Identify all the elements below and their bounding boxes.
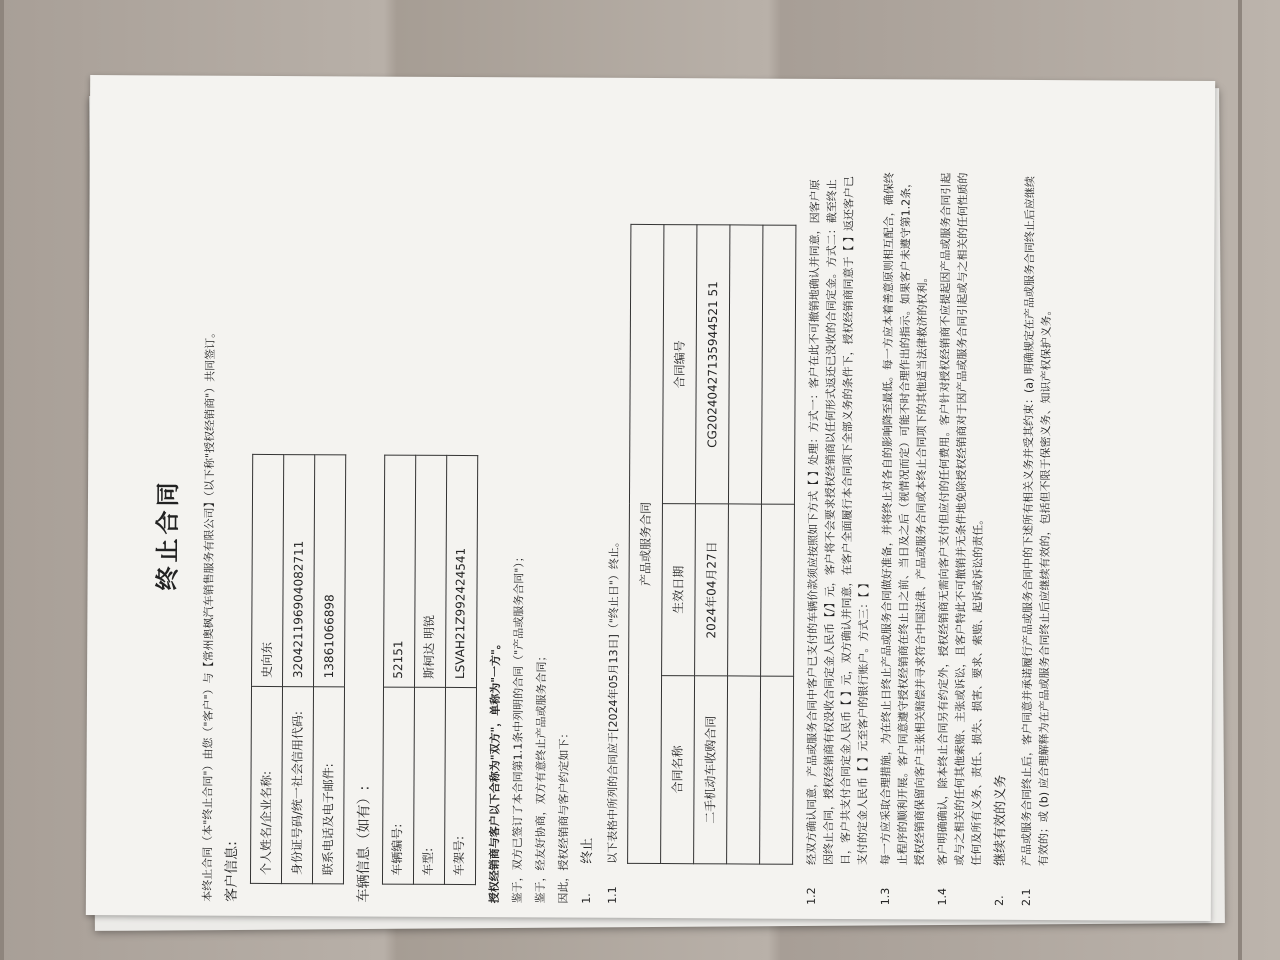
table-row bbox=[760, 225, 796, 864]
vehicle-number-label: 车辆编号: bbox=[382, 687, 414, 884]
clause-number: 1.2 bbox=[804, 887, 818, 905]
vin-label: 车架号: bbox=[444, 687, 476, 884]
vehicle-section-title: 车辆信息（如有）: bbox=[355, 785, 373, 903]
clause-1-3 bbox=[877, 171, 932, 905]
customer-info-table bbox=[250, 454, 346, 884]
section-number: 1. bbox=[579, 893, 593, 904]
section-title: 继续有效的义务 bbox=[993, 774, 1010, 866]
clause-number: 1.3 bbox=[879, 887, 893, 906]
vehicle-info-table bbox=[382, 455, 478, 885]
section-2-heading bbox=[991, 172, 1015, 906]
table-row bbox=[727, 225, 763, 864]
document-title: 终止合同 bbox=[153, 478, 183, 591]
customer-name-label: 个人姓名/企业名称: bbox=[250, 686, 282, 883]
therefore-text: 因此，授权经销商与客户约定如下： bbox=[556, 727, 571, 904]
table-header-row bbox=[661, 225, 697, 864]
intro-text: 本终止合同（本"终止合同"）由您（"客户"）与【常州奥枫汽车销售服务有限公司】（以下称"授权经销商"）共同签订。 bbox=[201, 326, 218, 902]
clause-text: 客户明确确认，除本终止合同另有约定外，授权经销商无需向客户支付但应付的任何费用。客户针对授权经销商不应提起因产品或服务合同引起或与之相关的任何其他索赔、主张或诉讼，且客户特此不可撤销并无条件地免除授权经销商对于因产品或服务合同引起或与之相关的任何性质的任何及所有义务、责任、损失、损害、要求、索赔、起诉或诉讼的责任。 bbox=[936, 172, 986, 866]
table-row bbox=[250, 454, 283, 883]
section-number: 2. bbox=[993, 895, 1007, 906]
customer-name-value: 史向东 bbox=[251, 454, 283, 686]
floor-tile-seam bbox=[1238, 0, 1242, 960]
table-row bbox=[694, 225, 730, 864]
whereas-1: 鉴于，双方已签订了本合同第1.1条中列明的合同（"产品或服务合同"）； bbox=[510, 551, 526, 904]
clause-1-4 bbox=[934, 172, 989, 906]
vehicle-model-value: 斯柯达 明锐 bbox=[414, 455, 446, 687]
clause-1-1 bbox=[604, 170, 625, 904]
table-row bbox=[382, 455, 415, 884]
document-paper bbox=[86, 75, 1215, 921]
clause-text: 产品或服务合同终止后，客户同意并承诺履行产品或服务合同中的下述所有相关义务并受其约束：(a) 明确规定在产品或服务合同终止后应继续有效的；或 (b) 应合理解释为在产品或服务合同终止后应继续有效的，包括但不限于保密义务、知识产权保护义务。 bbox=[1019, 176, 1053, 867]
product-contract-table bbox=[627, 224, 796, 865]
customer-id-value: 320421196904082711 bbox=[282, 455, 314, 687]
floor-tile-seam bbox=[0, 0, 4, 960]
document-content bbox=[108, 125, 1192, 951]
clause-number: 1.1 bbox=[605, 886, 619, 904]
header-contract-name: 合同名称 bbox=[661, 675, 695, 863]
contract-number-cell: CG20240427135944521 51 bbox=[695, 225, 729, 505]
header-effective-date: 生效日期 bbox=[662, 504, 696, 675]
header-contract-number: 合同编号 bbox=[662, 225, 696, 505]
section-title: 终止 bbox=[579, 837, 596, 864]
clause-text: 每一方应采取合理措施，为在终止日终止产品或服务合同做好准备，并将终止对各自的影响降至最低。每一方应本着善意原则相互配合，确保终止程序的顺利开展。客户同意遵守授权经销商在终止日之前、当日及之后（视情况而定）可能不时合理作出的指示。如果客户未遵守第1.2条，授权经销商保留向客户主张相关赔偿并寻求符合中国法律、产品或服务合同或本终止合同项下的其他适当法律救济的权利。 bbox=[879, 172, 930, 866]
vin-value: LSVAH21Z992424541 bbox=[445, 455, 477, 687]
clause-number: 1.4 bbox=[936, 888, 950, 906]
table-row bbox=[444, 455, 477, 884]
clause-text: 以下表格中所列的合同应于[2024年05月13日]（"终止日"）终止。 bbox=[606, 536, 621, 864]
contract-name-cell: 二手机动车收购合同 bbox=[694, 675, 728, 863]
section-1-heading bbox=[578, 170, 602, 904]
table-row bbox=[413, 455, 446, 884]
clause-text: 经双方确认同意，产品或服务合同中客户已支付的车辆价款须应按照如下方式【 】处理：方式一：客户在此不可撤销地确认并同意，因客户原因终止合同，授权经销商有权没收合同定金人民币【/】元，客户将不会要求授权经销商以任何形式返还已没收的合同定金。方式二：截至终止日，客户共支付合同定金人民币【 】元，双方确认并同意，在客户全面履行本合同项下全部义务的条件下，授权经销商同意于【 】返还客户已支付的定金人民币【 】元至客户的银行账户。方式三：【 】 bbox=[805, 176, 871, 866]
clause-2-1 bbox=[1017, 172, 1055, 906]
product-table-caption: 产品或服务合同 bbox=[628, 224, 664, 863]
table-row bbox=[312, 455, 345, 884]
vehicle-number-value: 52151 bbox=[383, 455, 415, 687]
whereas-2: 鉴于，经友好协商，双方有意终止产品或服务合同； bbox=[533, 650, 548, 904]
customer-contact-value: 13861066898 bbox=[313, 455, 345, 687]
customer-id-label: 身份证号码/统一社会信用代码: bbox=[281, 687, 313, 884]
customer-section-title: 客户信息: bbox=[224, 841, 241, 902]
clause-number: 2.1 bbox=[1019, 888, 1033, 907]
clause-1-2 bbox=[803, 171, 875, 905]
customer-contact-label: 联系电话及电子邮件: bbox=[312, 687, 344, 884]
parties-text: 授权经销商与客户以下合称为"双方"，单称为"一方"。 bbox=[487, 638, 502, 904]
table-row bbox=[281, 455, 314, 884]
effective-date-cell: 2024年04月27日 bbox=[695, 504, 729, 675]
vehicle-model-label: 车型: bbox=[413, 687, 445, 884]
